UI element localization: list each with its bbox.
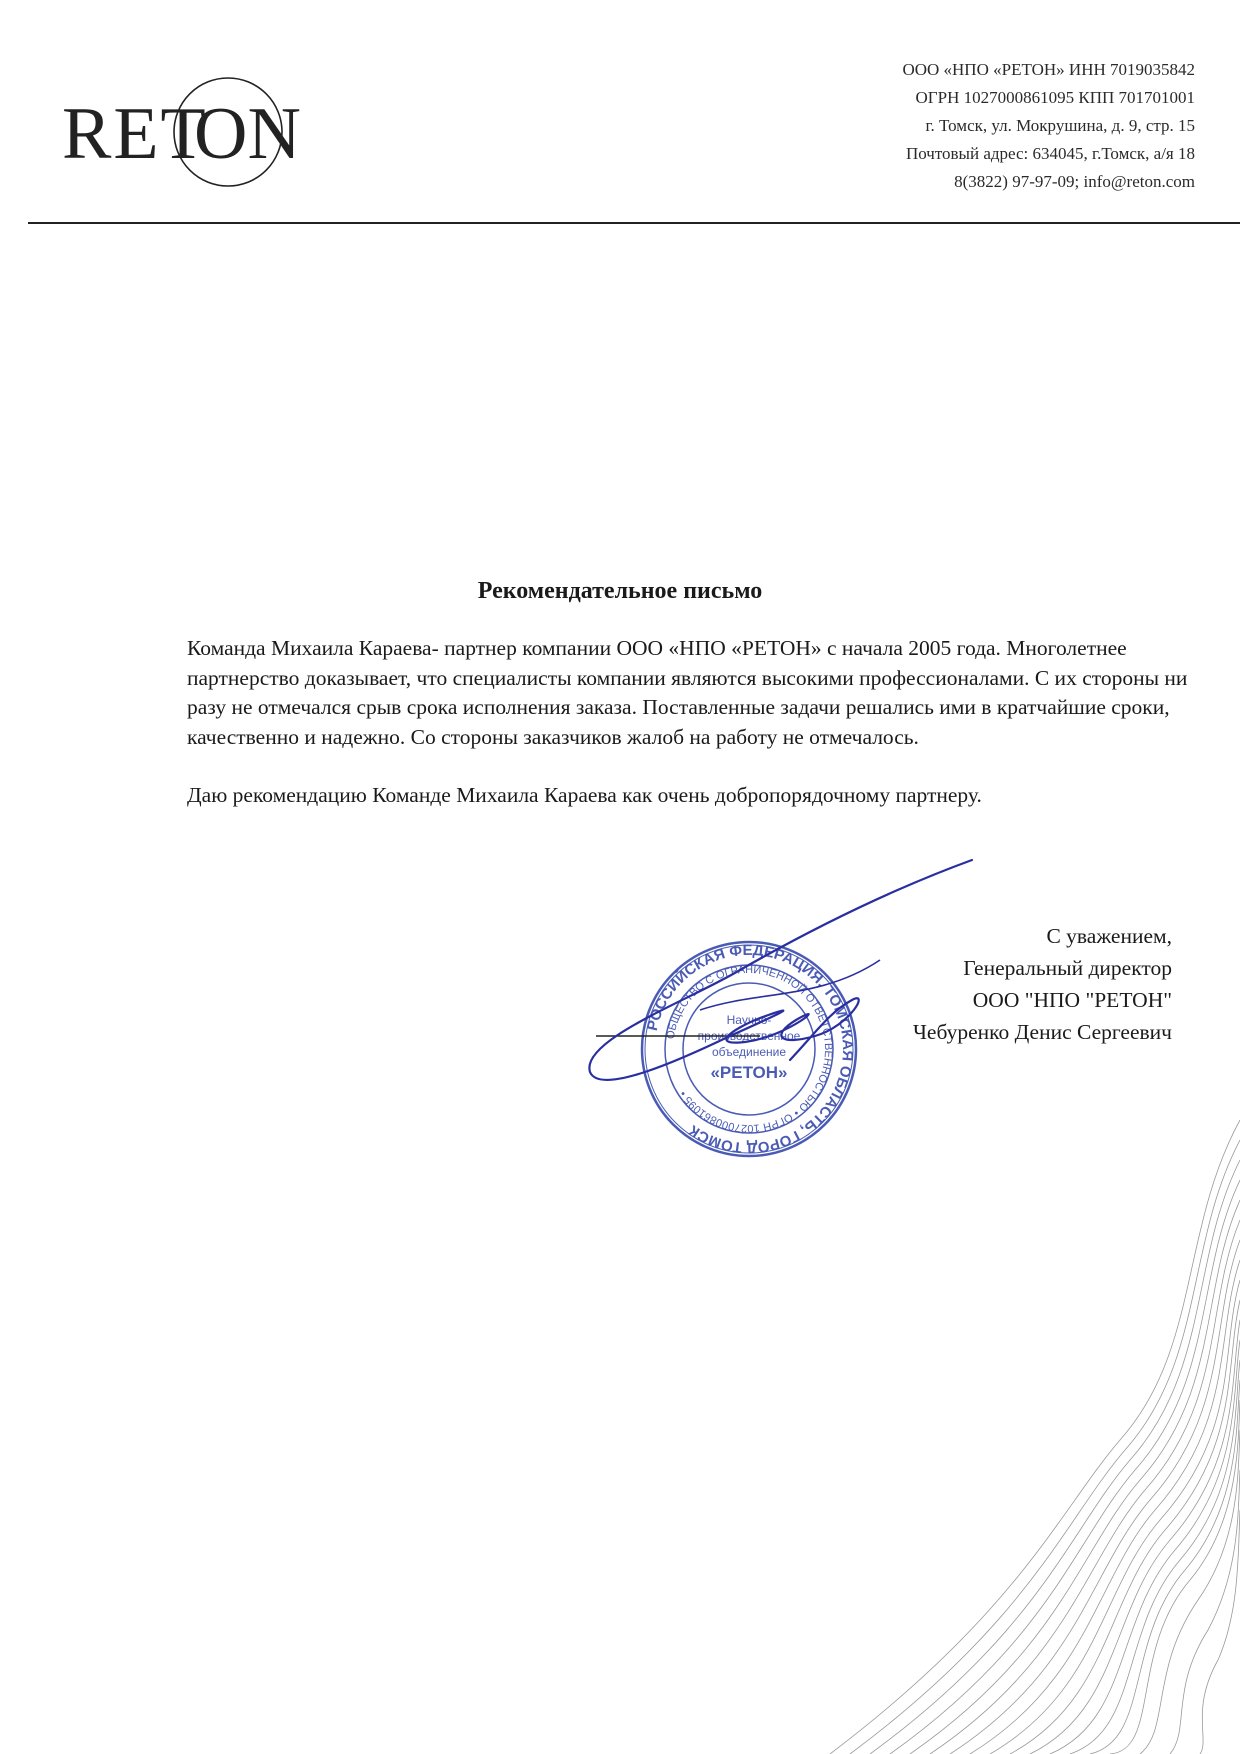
letter-paragraph-1: Команда Михаила Караева- партнер компании ООО «НПО «РЕТОН» с начала 2005 года. Многолетнее партнерство доказывает, что специалисты компании являются высокими профессионалами. С их стороны ни разу не отмечался срыв срока исполнения заказа. Поставленные задачи решались ими в кратчайшие сроки, качественно и надежно. Со стороны заказчиков жалоб на работу не отмечалось. xyxy=(187,636,1188,749)
letter-paragraph-2: Даю рекомендацию Команде Михаила Караева как очень добропорядочному партнеру. xyxy=(187,783,982,807)
company-line-address: г. Томск, ул. Мокрушина, д. 9, стр. 15 xyxy=(925,116,1195,135)
svg-text:RET: RET xyxy=(62,93,208,175)
stamp-inner-text: ОБЩЕСТВО С ОГРАНИЧЕННОЙ ОТВЕТСТВЕННОСТЬЮ • ОГРН 1027000861095 • xyxy=(664,963,835,1135)
company-line-contacts: 8(3822) 97-97-09; info@reton.com xyxy=(954,172,1195,191)
stamp-center-line-2: производственное xyxy=(697,1029,801,1043)
wave-lines-icon xyxy=(820,1110,1240,1754)
header-divider xyxy=(28,222,1240,224)
stamp-center-name: «РЕТОН» xyxy=(710,1063,788,1082)
stamp-center-line-1: Научно- xyxy=(726,1013,772,1027)
signoff-regards: С уважением, xyxy=(1046,924,1172,948)
company-line-ogrn: ОГРН 1027000861095 КПП 701701001 xyxy=(915,88,1195,107)
letter-title: Рекомендательное письмо xyxy=(477,578,763,604)
company-line-name: ООО «НПО «РЕТОН» ИНН 7019035842 xyxy=(902,60,1195,79)
company-logo xyxy=(60,70,360,200)
signature-icon xyxy=(560,850,1000,1110)
signoff-name: Чебуренко Денис Сергеевич xyxy=(912,1020,1172,1044)
signoff-position: Генеральный директор xyxy=(963,956,1172,980)
stamp-outer-text: РОССИЙСКАЯ ФЕДЕРАЦИЯ, ТОМСКАЯ ОБЛАСТЬ, ГОРОД ТОМСК xyxy=(643,941,857,1157)
svg-text:ON: ON xyxy=(194,93,301,175)
signoff-company: ООО "НПО "РЕТОН" xyxy=(972,988,1172,1012)
handwritten-signature xyxy=(560,850,1000,1110)
decorative-wave-pattern xyxy=(820,1110,1240,1754)
letter-body xyxy=(187,634,1197,811)
stamp-center-line-3: объединение xyxy=(711,1045,787,1059)
company-requisites xyxy=(675,56,1195,196)
company-line-postal: Почтовый адрес: 634045, г.Томск, а/я 18 xyxy=(905,144,1195,163)
reton-logo-icon xyxy=(60,70,360,200)
